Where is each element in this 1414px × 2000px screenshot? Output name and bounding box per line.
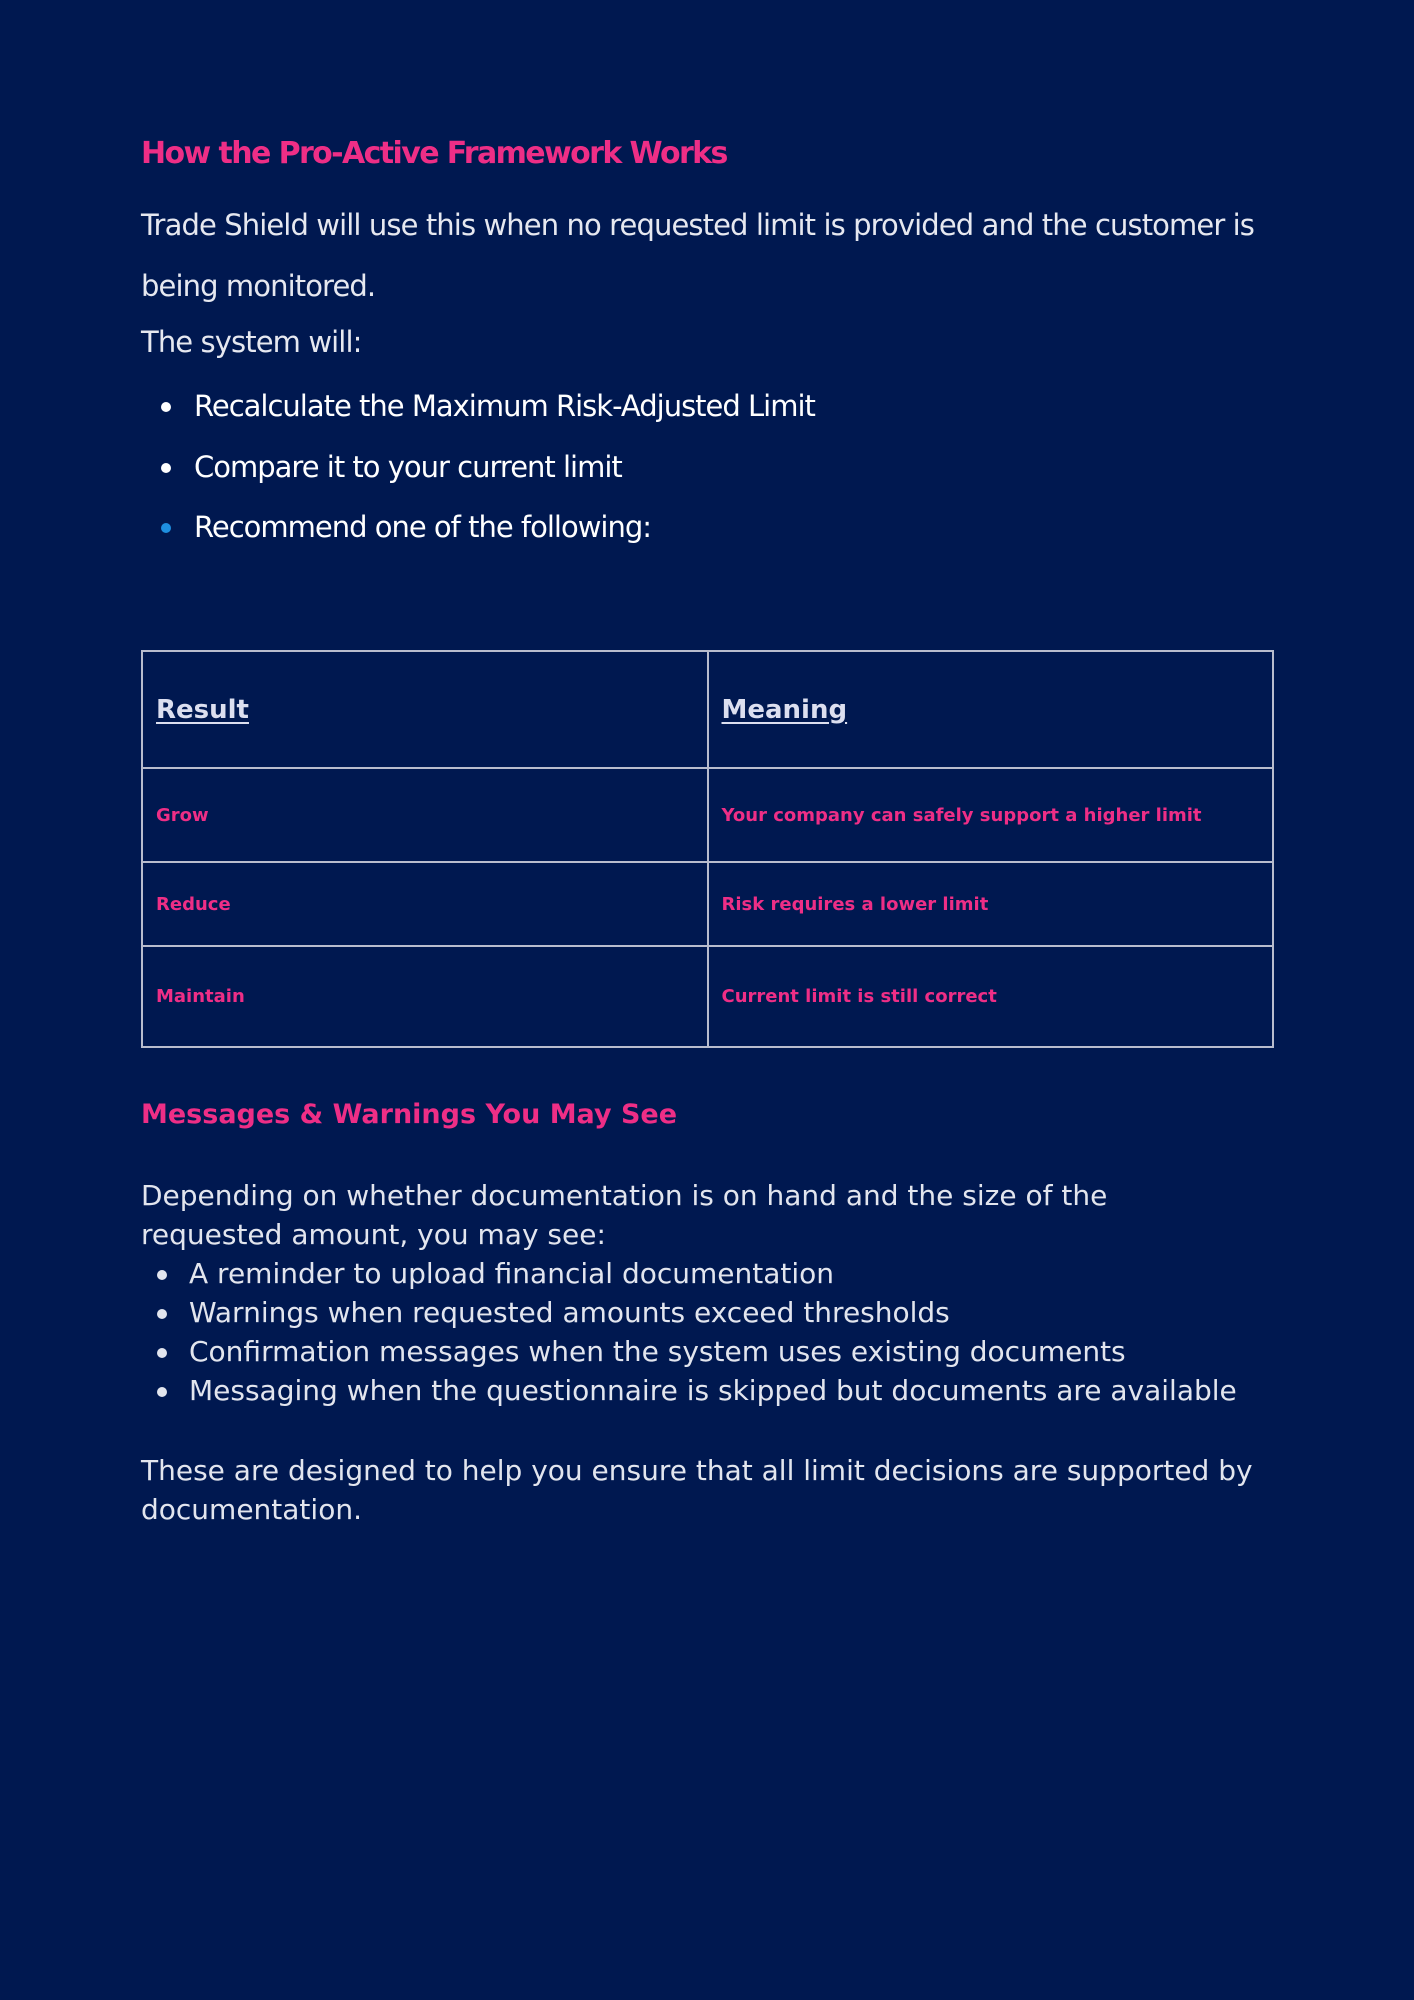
bullet-icon [161,463,171,473]
list-item-text: Confirmation messages when the system uses existing documents [189,1335,1126,1368]
table-header-row [142,651,1273,768]
bullet-icon [157,1348,167,1358]
list-item-text: Compare it to your current limit [194,449,622,484]
meaning-cell: Current limit is still correct [708,946,1274,1047]
bullet-icon [161,402,171,412]
messages-title: Messages & Warnings You May See [141,1099,678,1130]
results-table [141,650,1274,1048]
messages-intro: Depending on whether documentation is on hand and the size of the requested amount, you may see: [141,1179,1108,1251]
list-item [141,497,815,558]
list-item [141,1254,1237,1293]
framework-steps-list [141,376,815,558]
messages-closing: These are designed to help you ensure that all limit decisions are supported by documentation. [141,1454,1253,1526]
column-header-meaning: Meaning [708,651,1274,768]
bullet-icon [157,1270,167,1280]
list-item [141,1371,1237,1410]
table-row [142,768,1273,862]
table-row [142,862,1273,946]
list-item-text: Recommend one of the following: [194,510,652,544]
messages-list [141,1254,1237,1410]
bullet-icon [161,523,171,533]
table-row [142,946,1273,1047]
list-item-text: Recalculate the Maximum Risk-Adjusted Limit [194,389,815,423]
result-cell: Reduce [142,862,708,946]
list-item [141,376,815,437]
bullet-icon [157,1309,167,1319]
list-item [141,437,815,498]
result-cell: Maintain [142,946,708,1047]
result-cell: Grow [142,768,708,862]
list-item [141,1293,1237,1332]
framework-title: How the Pro-Active Framework Works [141,136,727,171]
meaning-cell: Risk requires a lower limit [708,862,1274,946]
framework-lead-in: The system will: [141,325,362,359]
list-item-text: Messaging when the questionnaire is skipped but documents are available [189,1374,1237,1407]
column-header-result: Result [142,651,708,768]
list-item [141,1332,1237,1371]
bullet-icon [157,1387,167,1397]
framework-intro: Trade Shield will use this when no requested limit is provided and the customer is being monitored. [141,208,1255,303]
meaning-cell: Your company can safely support a higher limit [708,768,1274,862]
list-item-text: Warnings when requested amounts exceed thresholds [189,1296,950,1329]
list-item-text: A reminder to upload financial documentation [189,1257,835,1290]
